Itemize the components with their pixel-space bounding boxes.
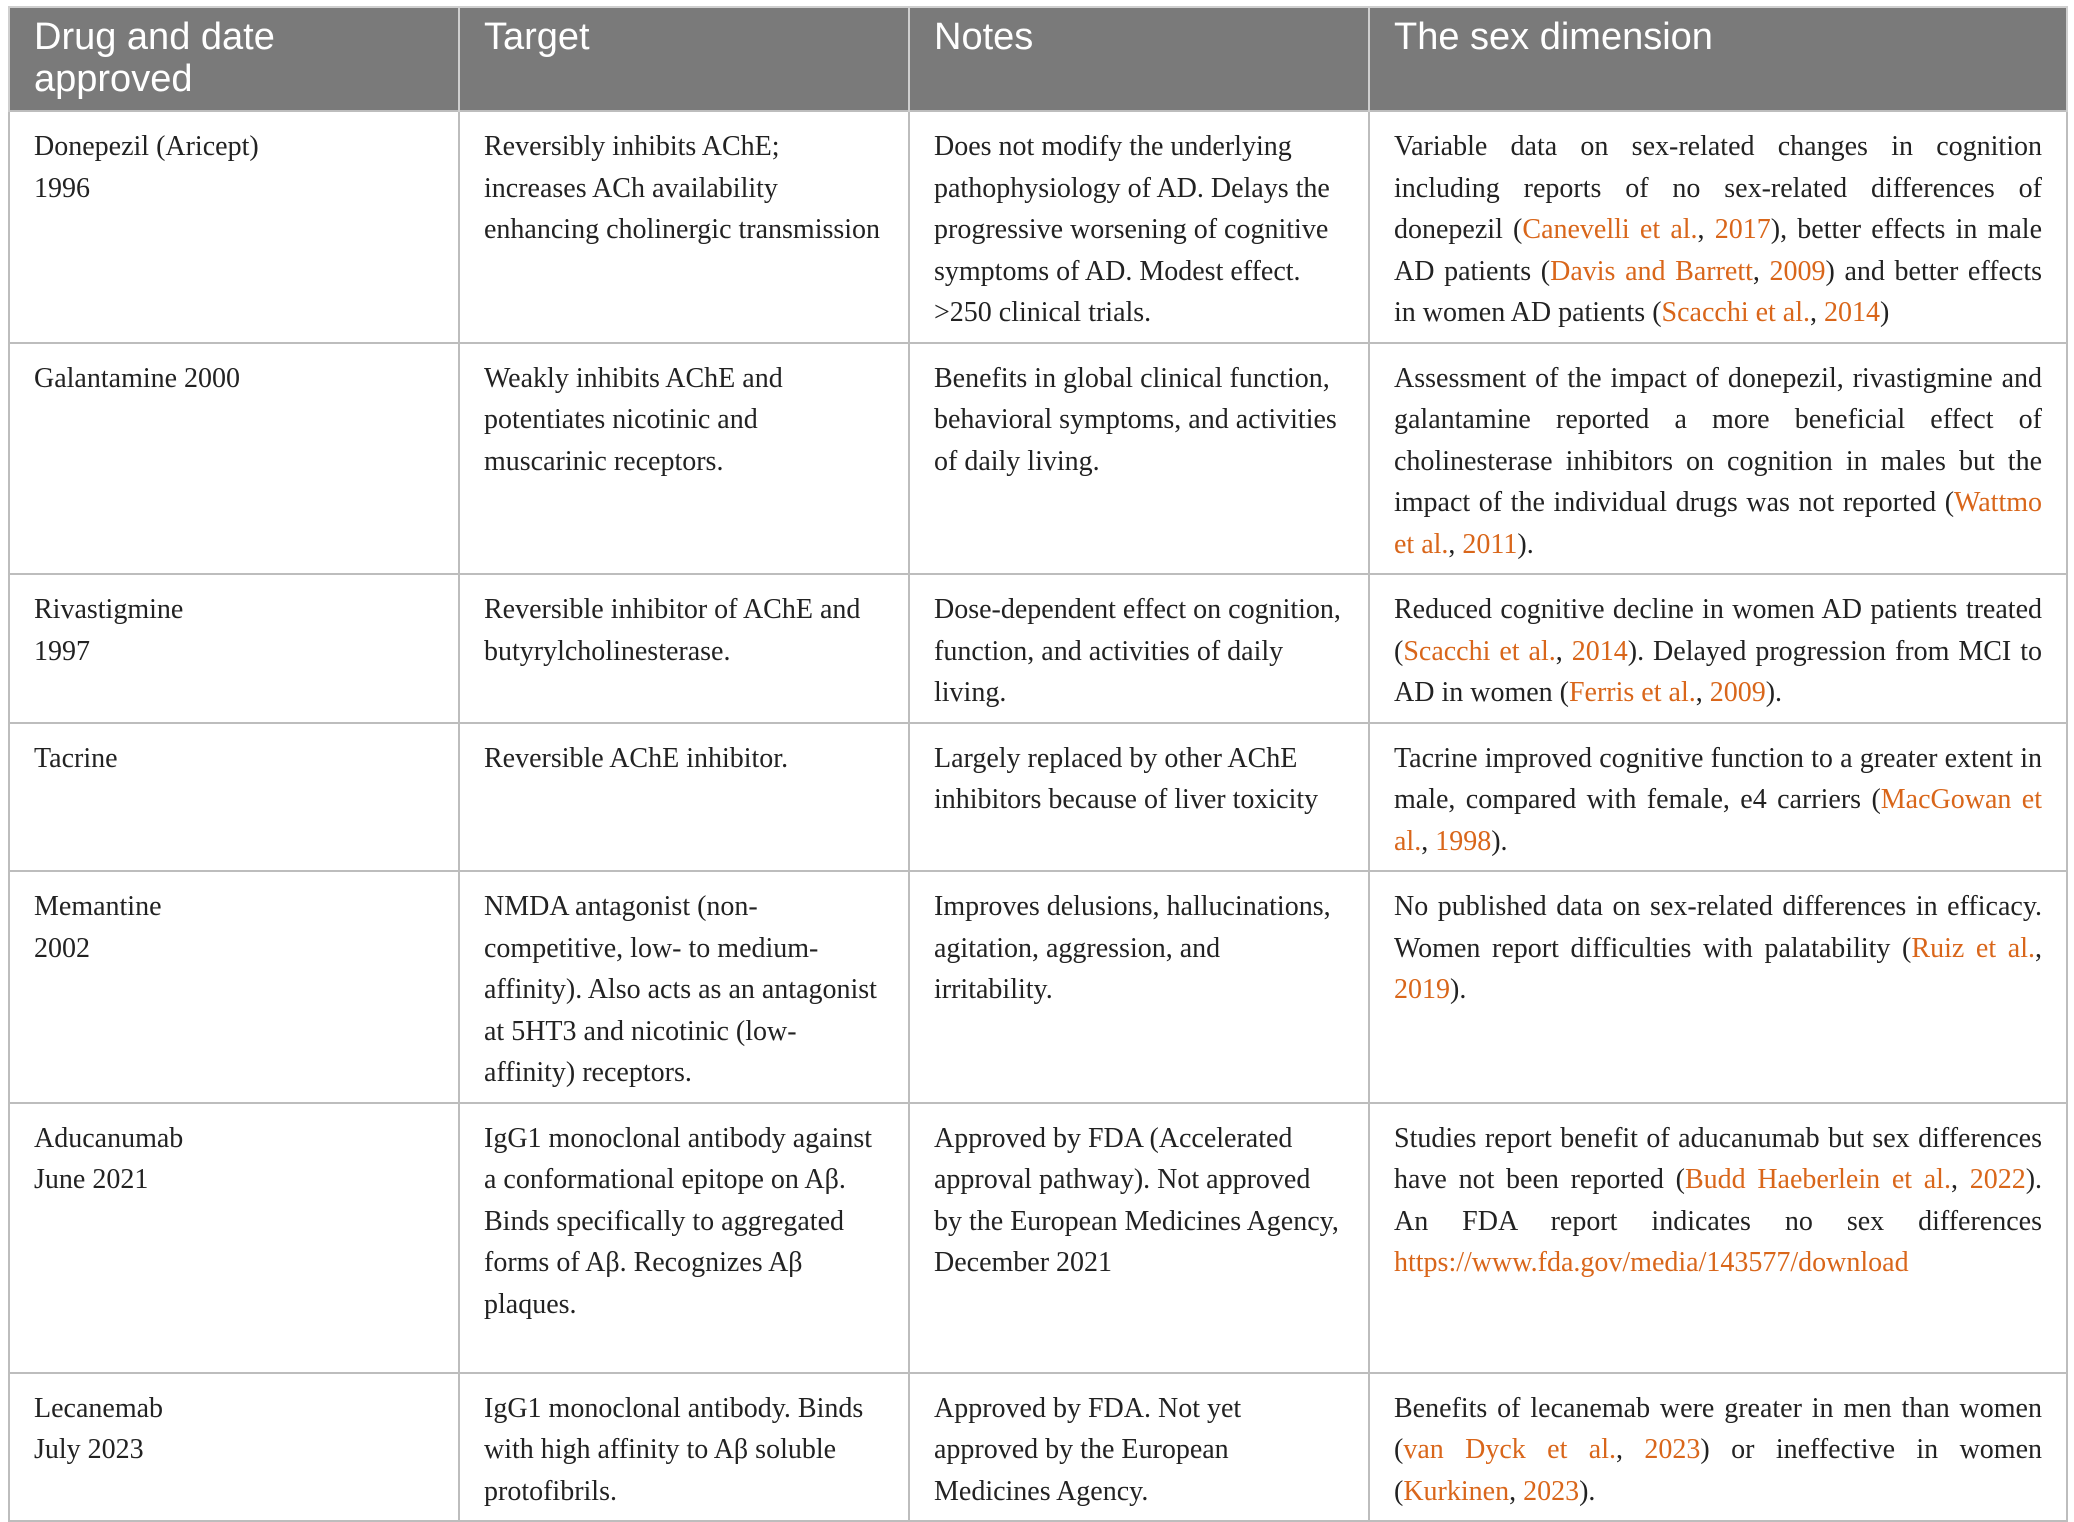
- sex-dimension-text: Reduced cognitive decline in women AD patients treated (: [1394, 594, 2042, 667]
- reference-link[interactable]: 2017: [1714, 214, 1771, 245]
- drug-name: Donepezil (Aricept): [34, 131, 259, 162]
- reference-link[interactable]: 2022: [1969, 1164, 2026, 1195]
- target-line: IgG1 monoclonal antibody against a conformational epitope on Aβ.: [484, 1122, 873, 1195]
- notes-cell: Benefits in global clinical function, behavioral symptoms, and activities of daily living.: [909, 343, 1369, 575]
- sex-dimension-cell: [1369, 111, 2067, 343]
- sex-dimension-text: Assessment of the impact of donepezil, rivastigmine and galantamine reported a more beneficial effect of cholinesterase inhibitors on cognition in males but the impact of the individual drugs was not reported (: [1394, 362, 2042, 518]
- reference-link[interactable]: 2023: [1523, 1475, 1580, 1507]
- sex-dimension-text: ,: [1616, 1434, 1645, 1465]
- reference-link[interactable]: 2019: [1394, 974, 1450, 1005]
- reference-link[interactable]: Kurkinen: [1403, 1475, 1510, 1507]
- target-cell: Reversibly inhibits AChE; increases ACh availability enhancing cholinergic transmission: [459, 111, 909, 343]
- sex-dimension-text: ,: [1752, 255, 1770, 287]
- sex-dimension-text: ,: [2035, 932, 2042, 964]
- reference-link[interactable]: 2023: [1644, 1434, 1701, 1465]
- table-row: [9, 574, 2067, 723]
- reference-link[interactable]: Ruiz et al.: [1911, 932, 2035, 964]
- sex-dimension-text: ): [1880, 297, 1890, 328]
- target-cell: NMDA antagonist (non-competitive, low- to medium-affinity). Also acts as an antagonist at 5HT3 and nicotinic (low-affinity) receptors.: [459, 871, 909, 1103]
- drug-cell: [9, 574, 459, 723]
- reference-link[interactable]: Budd Haeberlein et al.: [1684, 1164, 1951, 1195]
- notes-cell: Dose-dependent effect on cognition, function, and activities of daily living.: [909, 574, 1369, 723]
- table-row: [9, 723, 2067, 872]
- sex-dimension-text: ,: [1697, 214, 1715, 245]
- reference-link[interactable]: 2014: [1824, 297, 1881, 328]
- table-row: [9, 111, 2067, 343]
- reference-link[interactable]: 2014: [1571, 635, 1628, 667]
- target-cell: IgG1 monoclonal antibody. Binds with high affinity to Aβ soluble protofibrils.: [459, 1373, 909, 1522]
- sex-dimension-text: ), better effects in male AD patients (: [1394, 214, 2042, 287]
- header-target: Target: [459, 7, 909, 111]
- sex-dimension-text: ).: [1491, 825, 1508, 857]
- drug-name: Lecanemab: [34, 1392, 164, 1424]
- header-sex-dimension: The sex dimension: [1369, 7, 2067, 111]
- sex-dimension-text: Variable data on sex-related changes in cognition including reports of no sex-related differences of donepezil (: [1394, 131, 2042, 245]
- reference-link[interactable]: 2009: [1709, 677, 1766, 708]
- reference-link[interactable]: Scacchi et al.: [1661, 297, 1811, 328]
- sex-dimension-text: ,: [1810, 297, 1825, 328]
- reference-link[interactable]: Wattmo et al.: [1394, 487, 2042, 560]
- drug-date: June 2021: [34, 1164, 149, 1195]
- reference-link[interactable]: van Dyck et al.: [1403, 1434, 1616, 1465]
- sex-dimension-text: ,: [1695, 677, 1710, 708]
- table-row: [9, 343, 2067, 575]
- drug-name: Galantamine 2000: [34, 362, 241, 394]
- sex-dimension-cell: [1369, 1103, 2067, 1373]
- sex-dimension-text: ).: [1579, 1475, 1596, 1507]
- sex-dimension-text: ,: [1509, 1475, 1524, 1507]
- sex-dimension-text: ,: [1448, 528, 1463, 560]
- drug-cell: [9, 1373, 459, 1522]
- table-row: [9, 1373, 2067, 1522]
- target-cell: Reversible inhibitor of AChE and butyrylcholinesterase.: [459, 574, 909, 723]
- reference-link[interactable]: 1998: [1435, 825, 1492, 857]
- drug-cell: [9, 871, 459, 1103]
- header-drug: Drug and date approved: [9, 7, 459, 111]
- sex-dimension-cell: [1369, 1373, 2067, 1522]
- drug-name: Tacrine: [34, 742, 118, 774]
- sex-dimension-text: ).: [1517, 528, 1534, 560]
- drug-date: 1996: [34, 172, 90, 204]
- sex-dimension-text: ,: [1555, 635, 1572, 667]
- target-cell: Weakly inhibits AChE and potentiates nicotinic and muscarinic receptors.: [459, 343, 909, 575]
- sex-dimension-text: ).: [1450, 974, 1467, 1005]
- reference-link[interactable]: MacGowan et al.: [1394, 784, 2042, 857]
- sex-dimension-text: ). An FDA report indicates no sex differences: [1394, 1164, 2043, 1237]
- drug-date: 2002: [34, 932, 90, 964]
- sex-dimension-text: Tacrine improved cognitive function to a greater extent in male, compared with female, e4 carriers (: [1394, 742, 2042, 815]
- notes-cell: Approved by FDA (Accelerated approval pathway). Not approved by the European Medicines Agency, December 2021: [909, 1103, 1369, 1373]
- drug-cell: [9, 111, 459, 343]
- sex-dimension-text: Benefits of lecanemab were greater in men than women (: [1394, 1392, 2042, 1465]
- drug-cell: [9, 1103, 459, 1373]
- drug-date: 1997: [34, 635, 90, 667]
- sex-dimension-cell: [1369, 574, 2067, 723]
- target-line: Binds specifically to aggregated forms of Aβ. Recognizes Aβ plaques.: [484, 1205, 844, 1320]
- table-row: [9, 1103, 2067, 1373]
- reference-link[interactable]: 2009: [1769, 255, 1826, 287]
- target-cell: [459, 1103, 909, 1373]
- drug-name: Rivastigmine: [34, 594, 184, 625]
- sex-dimension-text: Studies report benefit of aducanumab but sex differences have not been reported (: [1394, 1122, 2042, 1195]
- sex-dimension-text: ) or ineffective in women (: [1394, 1434, 2042, 1507]
- drug-cell: [9, 343, 459, 575]
- notes-cell: Approved by FDA. Not yet approved by the European Medicines Agency.: [909, 1373, 1369, 1522]
- sex-dimension-cell: [1369, 343, 2067, 575]
- notes-cell: Largely replaced by other AChE inhibitors because of liver toxicity: [909, 723, 1369, 872]
- sex-dimension-cell: [1369, 871, 2067, 1103]
- sex-dimension-text: ). Delayed progression from MCI to AD in women (: [1394, 635, 2043, 708]
- sex-dimension-cell: [1369, 723, 2067, 872]
- notes-cell: Does not modify the underlying pathophysiology of AD. Delays the progressive worsening of cognitive symptoms of AD. Modest effect. >250 clinical trials.: [909, 111, 1369, 343]
- header-notes: Notes: [909, 7, 1369, 111]
- sex-dimension-text: ,: [1950, 1164, 1970, 1195]
- drug-name: Aducanumab: [34, 1122, 184, 1154]
- table-row: [9, 871, 2067, 1103]
- sex-dimension-text: ) and better effects in women AD patients (: [1394, 255, 2043, 328]
- drug-table: [8, 6, 2068, 1522]
- reference-link[interactable]: Scacchi et al.: [1403, 635, 1556, 667]
- reference-link[interactable]: https://www.fda.gov/media/143577/download: [1394, 1247, 1909, 1278]
- reference-link[interactable]: Ferris et al.: [1568, 677, 1696, 708]
- header-row: [9, 7, 2067, 111]
- drug-name: Memantine: [34, 891, 162, 922]
- sex-dimension-text: No published data on sex-related differences in efficacy. Women report difficulties with palatability (: [1394, 891, 2042, 964]
- target-cell: Reversible AChE inhibitor.: [459, 723, 909, 872]
- drug-date: July 2023: [34, 1434, 144, 1465]
- reference-link[interactable]: Davis and Barrett: [1550, 255, 1753, 287]
- notes-cell: Improves delusions, hallucinations, agitation, aggression, and irritability.: [909, 871, 1369, 1103]
- reference-link[interactable]: 2011: [1462, 528, 1518, 560]
- sex-dimension-text: ,: [1421, 825, 1436, 857]
- drug-cell: [9, 723, 459, 872]
- reference-link[interactable]: Canevelli et al.: [1522, 214, 1698, 245]
- sex-dimension-text: ).: [1765, 677, 1783, 708]
